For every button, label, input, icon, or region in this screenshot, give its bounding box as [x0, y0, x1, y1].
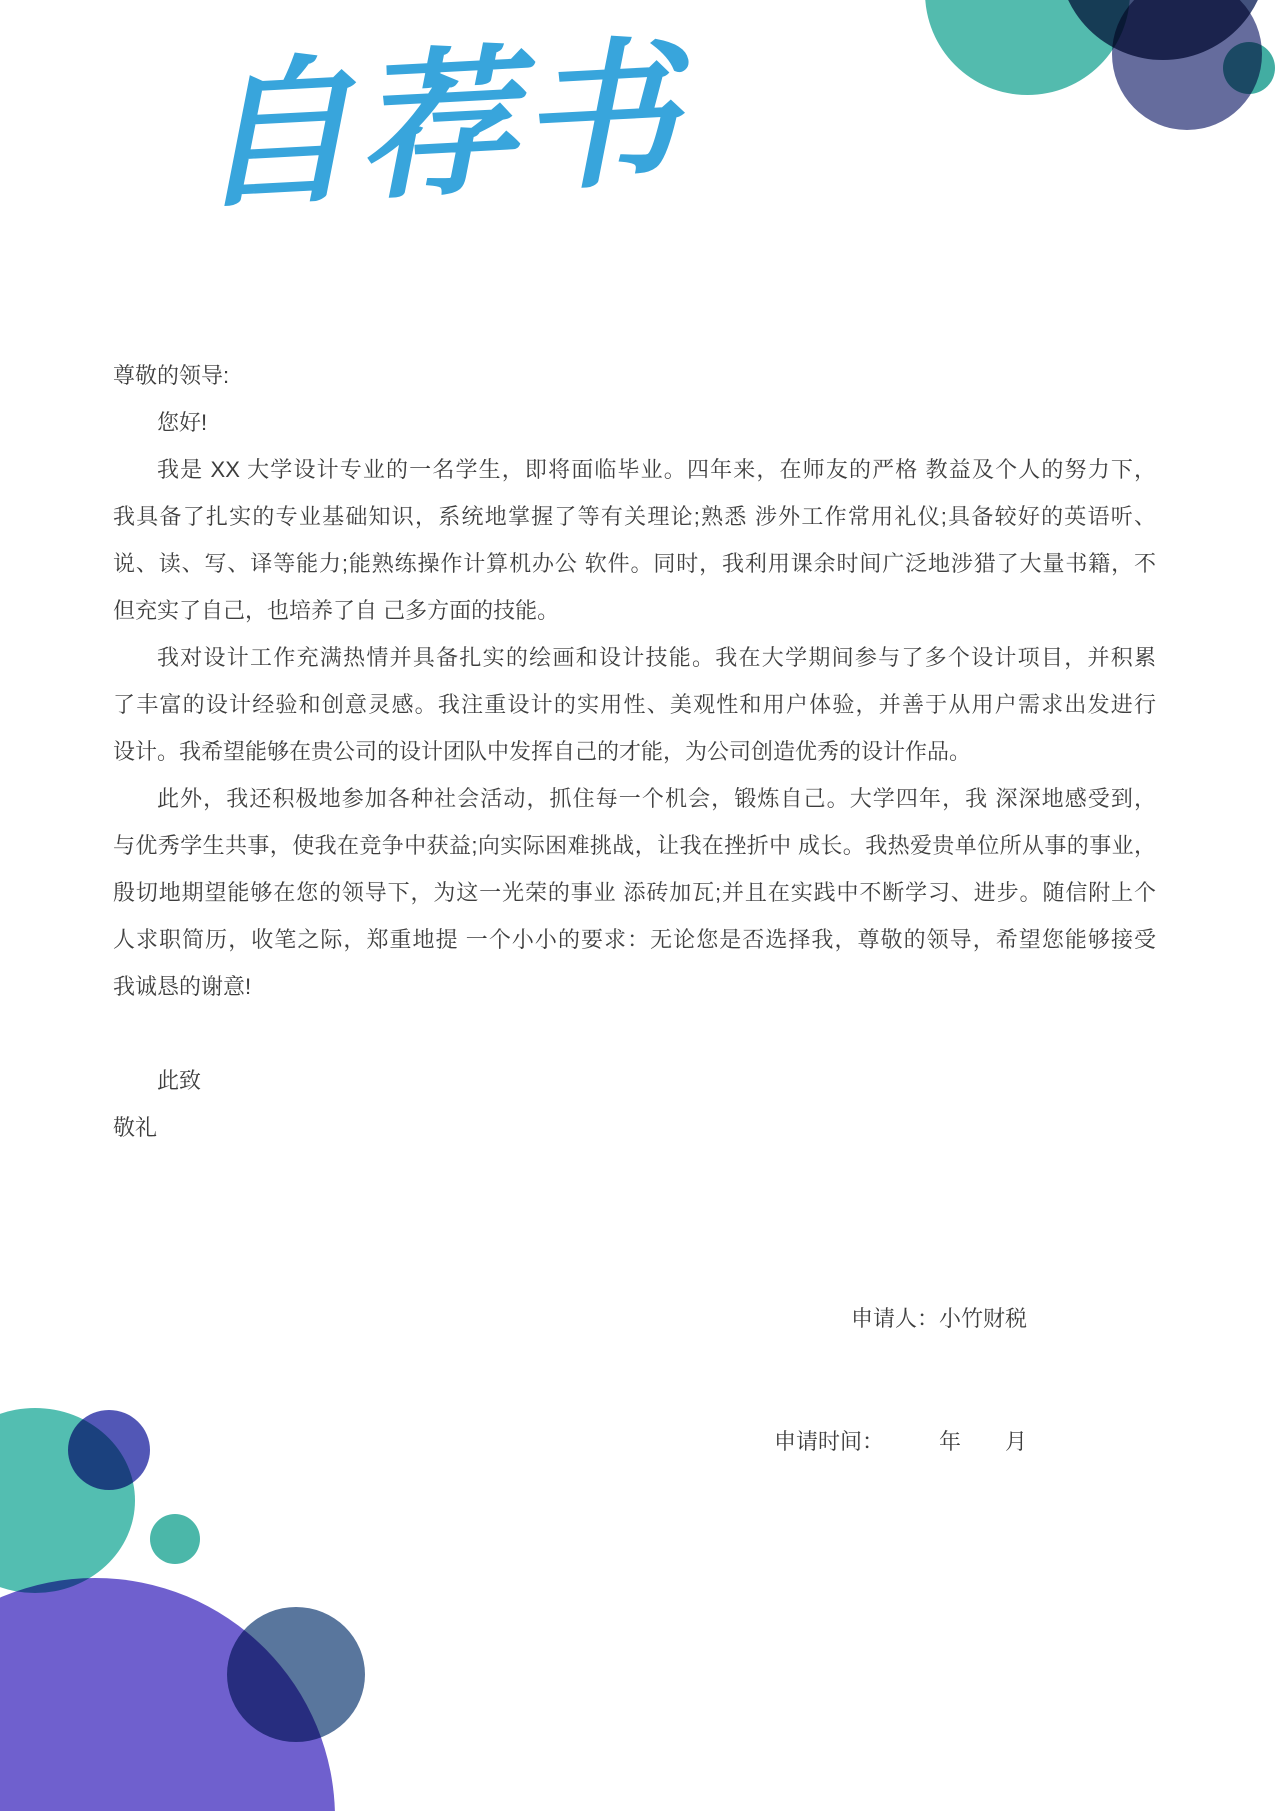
- decor-dot-teal-bottom-left-icon: [150, 1514, 200, 1564]
- letter-line: 尊敬的领导:: [113, 363, 230, 388]
- letter-body: [113, 352, 1156, 1010]
- page-title-calligraphy: 自荐书: [190, 25, 685, 227]
- letter-line: 我是 XX 大学设计专业的一名学生，即将面临毕业。四年来，在师友的严格 教益及个人的努力下，: [157, 457, 1156, 482]
- letter-line: 此外，我还积极地参加各种社会活动，抓住每一个机会，锻炼自己。大学四年，我 深深地感受到，: [157, 786, 1156, 811]
- letter-line: 我具备了扎实的专业基础知识，系统地掌握了等有关理论;熟悉 涉外工作常用礼仪;具备较好的英语听、: [113, 504, 1156, 529]
- letter-line: 殷切地期望能够在您的领导下，为这一光荣的事业 添砖加瓦;并且在实践中不断学习、进步。随信附上个: [113, 880, 1156, 905]
- decor-circle-indigo-bottom-left-icon: [68, 1410, 150, 1490]
- letter-line: 我诚恳的谢意!: [113, 974, 252, 999]
- decor-circle-slate-bottom-left-icon: [227, 1607, 365, 1742]
- letter-line: 设计。我希望能够在贵公司的设计团队中发挥自己的才能，为公司创造优秀的设计作品。: [113, 739, 972, 764]
- signature-block: [507, 1216, 1027, 1544]
- letter-line: 您好!: [157, 410, 208, 435]
- letter-line: 我对设计工作充满热情并具备扎实的绘画和设计技能。我在大学期间参与了多个设计项目，并积累: [157, 645, 1156, 670]
- letter-line: 说、读、写、译等能力;能熟练操作计算机办公 软件。同时，我利用课余时间广泛地涉猎了大量书籍，不: [113, 551, 1156, 576]
- signature-date: 申请时间： 年 月: [773, 1429, 1027, 1454]
- letter-line: 了丰富的设计经验和创意灵感。我注重设计的实用性、美观性和用户体验，并善于从用户需求出发进行: [113, 692, 1156, 717]
- signature-applicant: 申请人：小竹财税: [850, 1306, 1027, 1331]
- letter-line: 但充实了自己，也培养了自 己多方面的技能。: [113, 598, 560, 623]
- closing-cizhi: 此致: [157, 1068, 202, 1093]
- closing-jingli: 敬礼: [113, 1115, 158, 1140]
- letter-closing: [113, 1057, 513, 1151]
- decor-dot-teal-top-right-icon: [1223, 42, 1275, 94]
- letter-line: 人求职简历，收笔之际，郑重地提 一个小小的要求：无论您是否选择我，尊敬的领导，希望您能够接受: [113, 927, 1156, 952]
- letter-line: 与优秀学生共事，使我在竞争中获益;向实际困难挑战，让我在挫折中 成长。我热爱贵单位所从事的事业，: [113, 833, 1156, 858]
